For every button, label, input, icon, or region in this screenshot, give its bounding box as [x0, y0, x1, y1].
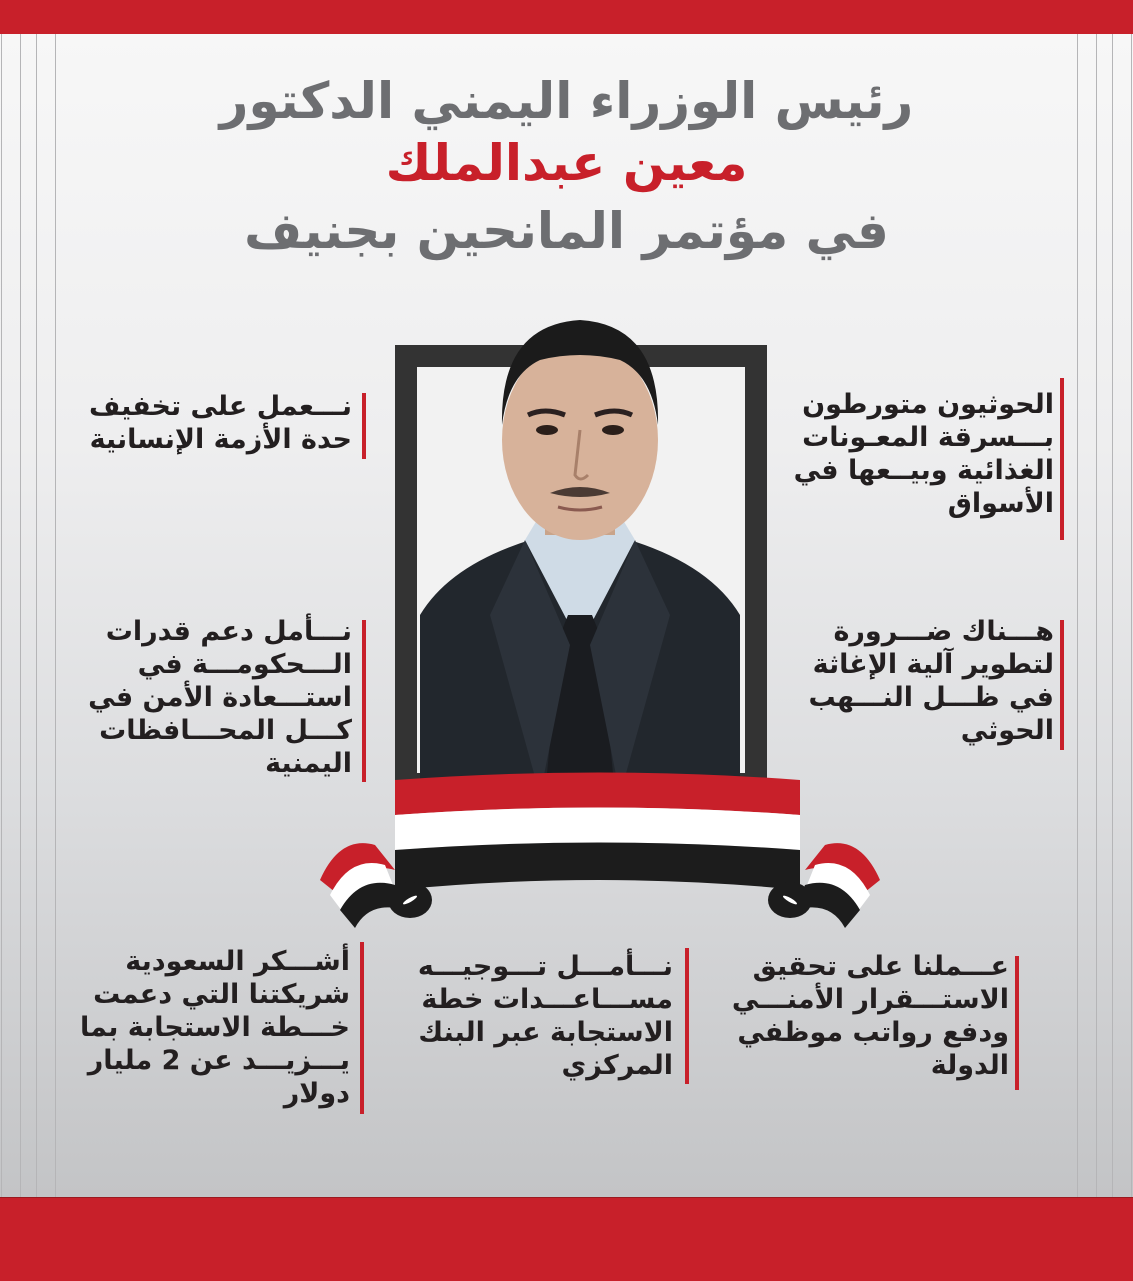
quote-bottom-right	[732, 950, 1009, 1082]
bottom-red-band	[0, 1197, 1133, 1281]
quote-line: يـــزيـــد عن 2 مليار	[87, 1045, 350, 1076]
quote-line: بـــسرقة المعـونات	[802, 422, 1054, 453]
title-line-1: رئيس الوزراء اليمني الدكتور	[219, 72, 914, 130]
quote-line: خـــطة الاستجابة بما	[79, 1012, 350, 1043]
quote-line: الحوثي	[960, 715, 1054, 746]
quote-line: الغذائية وبيــعها في	[793, 455, 1054, 486]
quote-line: نـــأمل دعم قدرات	[105, 616, 352, 647]
quote-line: المركزي	[561, 1050, 673, 1081]
quote-line: هـــناك ضـــرورة	[833, 616, 1054, 647]
quote-line: نـــأمـــل تـــوجيـــه	[417, 951, 673, 982]
quote-left-middle	[88, 615, 352, 780]
quote-line: مســـاعـــدات خطة	[421, 984, 673, 1015]
quote-rule	[1060, 620, 1064, 750]
quote-line: في ظـــل النـــهب	[808, 682, 1054, 713]
quote-line: نـــعمل على تخفيف	[88, 391, 352, 422]
quote-rule	[685, 948, 689, 1084]
quote-line: الـــحكومـــة في	[137, 649, 352, 680]
quote-right-middle	[808, 615, 1054, 747]
quote-line: دولار	[283, 1078, 350, 1109]
quote-line: استـــعادة الأمن في	[88, 682, 352, 713]
quote-rule	[362, 620, 366, 782]
quote-rule	[362, 393, 366, 459]
quote-bottom-center	[418, 950, 673, 1082]
quote-left-top	[89, 390, 352, 456]
quote-line: لتطوير آلية الإغاثة	[812, 649, 1054, 680]
quote-line: كـــل المحـــافظات	[99, 715, 352, 746]
title-name: معين عبدالملك	[385, 134, 748, 192]
quote-line: اليمنية	[265, 748, 352, 779]
quote-line: أشـــكر السعودية	[125, 946, 350, 977]
quote-line: حدة الأزمة الإنسانية	[89, 424, 352, 455]
quote-line: عـــملنا على تحقيق	[752, 951, 1009, 982]
quote-line: الأسواق	[947, 488, 1054, 519]
quote-bottom-left	[80, 945, 350, 1110]
quote-line: الحوثيون متورطون	[802, 389, 1054, 420]
top-red-band	[0, 0, 1133, 35]
title-line-3: في مؤتمر المانحين بجنيف	[244, 202, 889, 260]
quote-rule	[360, 942, 364, 1114]
portrait-photo	[420, 315, 740, 800]
quote-rule	[1015, 956, 1019, 1090]
quote-line: الدولة	[930, 1050, 1009, 1081]
quote-rule	[1060, 378, 1064, 540]
yemen-flag-ribbon	[300, 760, 900, 930]
quote-line: ودفع رواتب موظفي	[737, 1017, 1009, 1048]
quote-line: الاستـــقرار الأمنـــي	[731, 984, 1009, 1015]
quote-line: شريكتنا التي دعمت	[93, 979, 350, 1010]
quote-line: الاستجابة عبر البنك	[418, 1017, 673, 1048]
quote-right-top	[794, 388, 1054, 520]
